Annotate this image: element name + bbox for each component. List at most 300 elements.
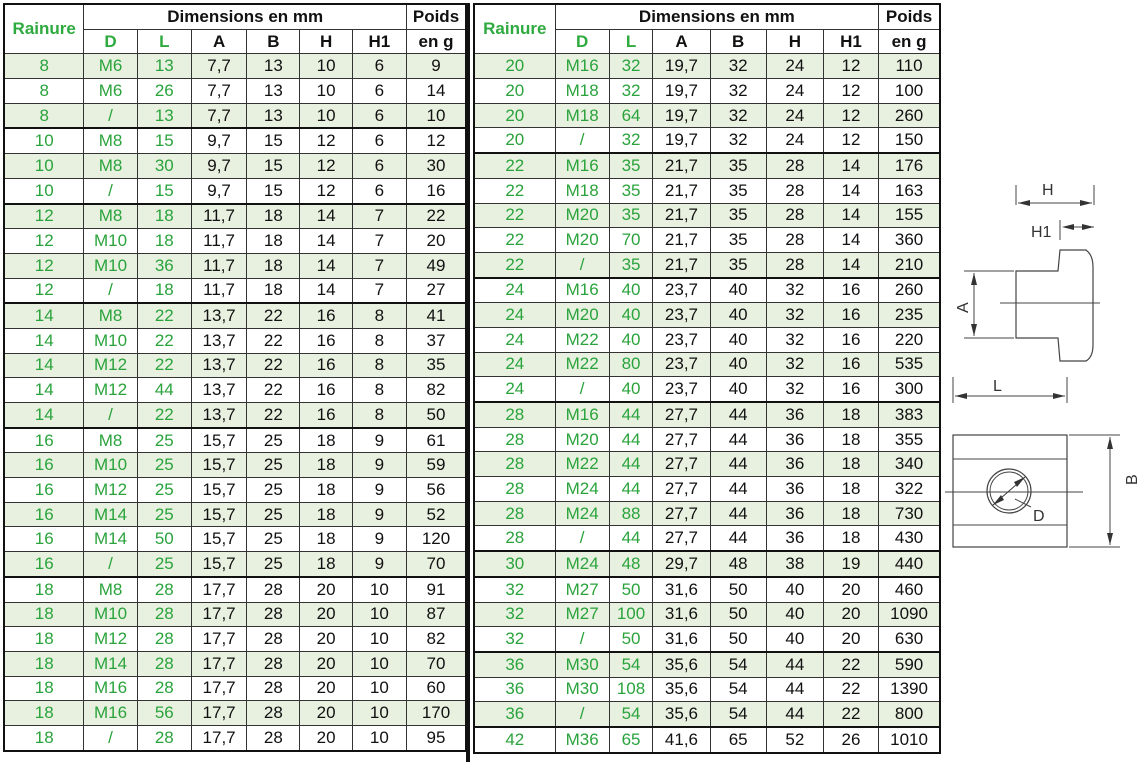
col-h-header: H <box>300 29 352 54</box>
table-row <box>474 278 940 303</box>
table-row <box>474 228 940 253</box>
h1-cell: 10 <box>352 602 406 627</box>
table-row <box>4 253 466 278</box>
l-cell: 28 <box>137 577 191 602</box>
table-row <box>474 128 940 153</box>
l-cell: 50 <box>609 577 653 602</box>
h1-cell: 16 <box>823 303 878 328</box>
d-cell: / <box>84 278 137 303</box>
b-cell: 40 <box>710 377 766 402</box>
poids-cell: 22 <box>407 204 466 229</box>
arrow <box>1053 393 1065 399</box>
label-d: D <box>1033 508 1045 525</box>
a-cell: 9,7 <box>191 178 246 203</box>
a-cell: 17,7 <box>191 701 246 726</box>
poids-cell: 170 <box>407 701 466 726</box>
d-cell: M36 <box>555 727 609 753</box>
poids-cell: 27 <box>407 278 466 303</box>
rainure-cell: 10 <box>4 128 84 153</box>
table-row <box>474 727 940 753</box>
h1-cell: 18 <box>823 452 878 477</box>
l-cell: 13 <box>137 103 191 128</box>
l-cell: 65 <box>609 727 653 753</box>
poids-cell: 1390 <box>879 677 940 702</box>
poids-cell: 14 <box>407 79 466 104</box>
b-cell: 28 <box>247 676 300 701</box>
l-cell: 36 <box>137 253 191 278</box>
a-cell: 11,7 <box>191 204 246 229</box>
b-cell: 54 <box>710 652 766 677</box>
b-cell: 13 <box>247 54 300 79</box>
poids-cell: 440 <box>879 551 940 577</box>
arrow <box>1107 533 1113 545</box>
b-cell: 18 <box>247 204 300 229</box>
table-row <box>4 128 466 153</box>
arrow <box>1018 200 1030 206</box>
h-cell: 40 <box>766 577 823 602</box>
poids-cell: 82 <box>407 627 466 652</box>
col-l-header: L <box>609 29 653 54</box>
table-row <box>4 527 466 552</box>
b-cell: 22 <box>247 303 300 328</box>
rainure-cell: 28 <box>474 477 555 502</box>
b-cell: 28 <box>247 602 300 627</box>
table-row <box>474 153 940 178</box>
d-cell: M16 <box>555 153 609 178</box>
l-cell: 18 <box>137 229 191 254</box>
h1-cell: 9 <box>352 502 406 527</box>
rainure-cell: 8 <box>4 79 84 104</box>
h-cell: 16 <box>300 303 352 328</box>
a-cell: 19,7 <box>653 54 710 79</box>
col-b-header: B <box>247 29 300 54</box>
d-cell: M8 <box>84 303 137 328</box>
poids-header: Poids <box>879 4 940 29</box>
h1-cell: 19 <box>823 551 878 577</box>
h1-cell: 8 <box>352 328 406 353</box>
h1-cell: 10 <box>352 627 406 652</box>
h-cell: 28 <box>766 178 823 203</box>
h1-cell: 8 <box>352 403 406 428</box>
col-b-header: B <box>710 29 766 54</box>
h1-cell: 9 <box>352 527 406 552</box>
h-cell: 36 <box>766 427 823 452</box>
l-cell: 28 <box>137 725 191 750</box>
l-cell: 32 <box>609 54 653 79</box>
rainure-cell: 14 <box>4 378 84 403</box>
poids-cell: 10 <box>407 103 466 128</box>
l-cell: 70 <box>609 228 653 253</box>
h-cell: 36 <box>766 402 823 427</box>
a-cell: 13,7 <box>191 328 246 353</box>
h-cell: 24 <box>766 128 823 153</box>
h-cell: 24 <box>766 79 823 104</box>
h-cell: 16 <box>300 328 352 353</box>
poids-cell: 110 <box>879 54 940 79</box>
poids-cell: 150 <box>879 128 940 153</box>
col-h1-header: H1 <box>352 29 406 54</box>
table-row <box>4 602 466 627</box>
b-cell: 18 <box>247 253 300 278</box>
rainure-cell: 32 <box>474 627 555 652</box>
a-cell: 9,7 <box>191 128 246 153</box>
h-cell: 16 <box>300 353 352 378</box>
poids-cell: 35 <box>407 353 466 378</box>
d-cell: M8 <box>84 154 137 179</box>
h-cell: 14 <box>300 253 352 278</box>
a-cell: 13,7 <box>191 378 246 403</box>
l-cell: 25 <box>137 428 191 453</box>
h1-cell: 8 <box>352 303 406 328</box>
l-cell: 28 <box>137 676 191 701</box>
poids-unit-header: en g <box>879 29 940 54</box>
d-cell: M10 <box>84 453 137 478</box>
a-cell: 15,7 <box>191 453 246 478</box>
h1-cell: 14 <box>823 228 878 253</box>
rainure-cell: 28 <box>474 427 555 452</box>
h1-cell: 10 <box>352 577 406 602</box>
table-row <box>4 303 466 328</box>
h1-cell: 14 <box>823 252 878 277</box>
d-cell: M20 <box>555 427 609 452</box>
h1-cell: 10 <box>352 725 406 750</box>
d-cell: M12 <box>84 627 137 652</box>
rainure-cell: 22 <box>474 153 555 178</box>
table-row <box>4 328 466 353</box>
rainure-cell: 20 <box>474 54 555 79</box>
poids-cell: 155 <box>879 203 940 228</box>
rainure-cell: 12 <box>4 229 84 254</box>
h-cell: 52 <box>766 727 823 753</box>
table-row <box>4 428 466 453</box>
d-cell: M8 <box>84 128 137 153</box>
l-cell: 56 <box>137 701 191 726</box>
d-cell: M24 <box>555 477 609 502</box>
poids-cell: 590 <box>879 652 940 677</box>
b-cell: 15 <box>247 128 300 153</box>
a-cell: 23,7 <box>653 278 710 303</box>
table-separator <box>466 3 470 762</box>
d-cell: / <box>555 702 609 727</box>
l-cell: 44 <box>137 378 191 403</box>
col-d-header: D <box>555 29 609 54</box>
d-cell: M16 <box>84 701 137 726</box>
b-cell: 15 <box>247 154 300 179</box>
h1-cell: 10 <box>352 701 406 726</box>
l-cell: 22 <box>137 403 191 428</box>
b-cell: 32 <box>710 103 766 128</box>
arrow <box>971 324 977 336</box>
b-cell: 28 <box>247 725 300 750</box>
poids-cell: 56 <box>407 478 466 503</box>
b-cell: 28 <box>247 577 300 602</box>
d-cell: M6 <box>84 79 137 104</box>
b-cell: 15 <box>247 178 300 203</box>
l-cell: 44 <box>609 402 653 427</box>
b-cell: 32 <box>710 54 766 79</box>
arrow <box>1062 224 1074 230</box>
l-cell: 30 <box>137 154 191 179</box>
rainure-cell: 24 <box>474 377 555 402</box>
b-cell: 48 <box>710 551 766 577</box>
h1-cell: 16 <box>823 352 878 377</box>
col-l-header: L <box>137 29 191 54</box>
rainure-header: Rainure <box>474 4 555 54</box>
h1-cell: 12 <box>823 54 878 79</box>
a-cell: 11,7 <box>191 278 246 303</box>
table-row <box>4 229 466 254</box>
rainure-cell: 16 <box>4 552 84 577</box>
a-cell: 11,7 <box>191 253 246 278</box>
h1-cell: 6 <box>352 178 406 203</box>
b-cell: 22 <box>247 403 300 428</box>
h1-cell: 16 <box>823 278 878 303</box>
h1-cell: 22 <box>823 652 878 677</box>
l-cell: 26 <box>137 79 191 104</box>
poids-cell: 91 <box>407 577 466 602</box>
d-cell: / <box>555 377 609 402</box>
rainure-cell: 14 <box>4 403 84 428</box>
rainure-cell: 24 <box>474 303 555 328</box>
poids-cell: 9 <box>407 54 466 79</box>
h-cell: 44 <box>766 677 823 702</box>
rainure-cell: 14 <box>4 303 84 328</box>
b-cell: 35 <box>710 203 766 228</box>
b-cell: 18 <box>247 278 300 303</box>
a-cell: 27,7 <box>653 402 710 427</box>
rainure-header: Rainure <box>4 4 84 54</box>
l-cell: 25 <box>137 453 191 478</box>
h1-cell: 10 <box>352 651 406 676</box>
h1-cell: 12 <box>823 103 878 128</box>
poids-cell: 260 <box>879 103 940 128</box>
h-cell: 20 <box>300 577 352 602</box>
rainure-cell: 22 <box>474 178 555 203</box>
b-cell: 44 <box>710 526 766 551</box>
b-cell: 44 <box>710 402 766 427</box>
d-cell: M10 <box>84 229 137 254</box>
d-cell: M30 <box>555 652 609 677</box>
b-cell: 35 <box>710 252 766 277</box>
h-cell: 10 <box>300 103 352 128</box>
l-cell: 22 <box>137 353 191 378</box>
poids-cell: 37 <box>407 328 466 353</box>
a-cell: 17,7 <box>191 577 246 602</box>
rainure-cell: 10 <box>4 154 84 179</box>
arrow <box>1080 200 1092 206</box>
rainure-cell: 8 <box>4 54 84 79</box>
d-cell: / <box>555 252 609 277</box>
top-view-diagram <box>945 375 1140 555</box>
a-cell: 21,7 <box>653 228 710 253</box>
h-cell: 20 <box>300 602 352 627</box>
b-cell: 35 <box>710 228 766 253</box>
h1-cell: 9 <box>352 428 406 453</box>
h1-cell: 12 <box>823 79 878 104</box>
a-cell: 15,7 <box>191 502 246 527</box>
table-row <box>4 204 466 229</box>
h-cell: 18 <box>300 428 352 453</box>
a-cell: 31,6 <box>653 577 710 602</box>
l-cell: 40 <box>609 327 653 352</box>
rainure-cell: 12 <box>4 253 84 278</box>
h-cell: 20 <box>300 725 352 750</box>
table-row <box>474 577 940 602</box>
a-cell: 27,7 <box>653 526 710 551</box>
d-cell: / <box>84 103 137 128</box>
rainure-cell: 16 <box>4 428 84 453</box>
d-cell: M8 <box>84 204 137 229</box>
l-cell: 35 <box>609 178 653 203</box>
d-cell: M12 <box>84 353 137 378</box>
l-cell: 50 <box>137 527 191 552</box>
poids-cell: 210 <box>879 252 940 277</box>
h1-cell: 7 <box>352 204 406 229</box>
b-cell: 28 <box>247 651 300 676</box>
h1-cell: 20 <box>823 627 878 652</box>
poids-cell: 52 <box>407 502 466 527</box>
table-row <box>474 652 940 677</box>
a-cell: 35,6 <box>653 702 710 727</box>
a-cell: 7,7 <box>191 79 246 104</box>
col-d-header: D <box>84 29 137 54</box>
a-cell: 17,7 <box>191 651 246 676</box>
arrow <box>1107 437 1113 449</box>
d-cell: M16 <box>555 278 609 303</box>
table-row <box>4 478 466 503</box>
d-cell: M24 <box>555 501 609 526</box>
label-h1: H1 <box>1031 224 1052 241</box>
rainure-cell: 30 <box>474 551 555 577</box>
h1-cell: 9 <box>352 453 406 478</box>
poids-cell: 70 <box>407 552 466 577</box>
b-cell: 35 <box>710 178 766 203</box>
h-cell: 18 <box>300 478 352 503</box>
d-cell: M22 <box>555 452 609 477</box>
table-row <box>474 477 940 502</box>
poids-cell: 100 <box>879 79 940 104</box>
a-cell: 27,7 <box>653 477 710 502</box>
l-cell: 32 <box>609 128 653 153</box>
side-view-diagram <box>955 175 1100 365</box>
h-cell: 14 <box>300 229 352 254</box>
tnut-profile <box>1016 250 1093 361</box>
l-cell: 15 <box>137 178 191 203</box>
l-cell: 35 <box>609 252 653 277</box>
l-cell: 15 <box>137 128 191 153</box>
b-cell: 50 <box>710 577 766 602</box>
rainure-cell: 32 <box>474 602 555 627</box>
b-cell: 44 <box>710 452 766 477</box>
b-cell: 22 <box>247 328 300 353</box>
a-cell: 35,6 <box>653 677 710 702</box>
a-cell: 19,7 <box>653 128 710 153</box>
col-a-header: A <box>653 29 710 54</box>
h-cell: 18 <box>300 527 352 552</box>
d-cell: M12 <box>84 378 137 403</box>
table-row <box>474 79 940 104</box>
poids-cell: 340 <box>879 452 940 477</box>
table-row <box>474 501 940 526</box>
table-row <box>4 577 466 602</box>
label-l: L <box>993 378 1002 395</box>
a-cell: 15,7 <box>191 552 246 577</box>
table-row <box>474 377 940 402</box>
h-cell: 32 <box>766 352 823 377</box>
d-cell: / <box>84 552 137 577</box>
d-cell: M20 <box>555 228 609 253</box>
h-cell: 32 <box>766 278 823 303</box>
poids-cell: 383 <box>879 402 940 427</box>
b-cell: 18 <box>247 229 300 254</box>
rainure-cell: 24 <box>474 327 555 352</box>
rainure-cell: 22 <box>474 228 555 253</box>
h-cell: 18 <box>300 453 352 478</box>
h1-cell: 18 <box>823 501 878 526</box>
h1-cell: 6 <box>352 79 406 104</box>
rainure-cell: 18 <box>4 725 84 750</box>
a-cell: 19,7 <box>653 79 710 104</box>
d-cell: / <box>555 128 609 153</box>
rainure-cell: 28 <box>474 452 555 477</box>
table-row <box>4 627 466 652</box>
l-cell: 44 <box>609 427 653 452</box>
b-cell: 40 <box>710 278 766 303</box>
d-cell: M22 <box>555 352 609 377</box>
table-row <box>474 327 940 352</box>
d-cell: M20 <box>555 203 609 228</box>
h1-cell: 8 <box>352 353 406 378</box>
b-cell: 25 <box>247 552 300 577</box>
h1-cell: 18 <box>823 427 878 452</box>
h1-cell: 22 <box>823 677 878 702</box>
a-cell: 15,7 <box>191 478 246 503</box>
h1-cell: 16 <box>823 377 878 402</box>
a-cell: 15,7 <box>191 428 246 453</box>
l-cell: 54 <box>609 652 653 677</box>
table-row <box>474 178 940 203</box>
h-cell: 36 <box>766 501 823 526</box>
h-cell: 10 <box>300 79 352 104</box>
h1-cell: 8 <box>352 378 406 403</box>
d-cell: M14 <box>84 651 137 676</box>
b-cell: 44 <box>710 427 766 452</box>
a-cell: 17,7 <box>191 676 246 701</box>
rainure-cell: 42 <box>474 727 555 753</box>
l-cell: 108 <box>609 677 653 702</box>
b-cell: 35 <box>710 153 766 178</box>
b-cell: 25 <box>247 453 300 478</box>
h-cell: 32 <box>766 303 823 328</box>
h-cell: 28 <box>766 252 823 277</box>
b-cell: 13 <box>247 103 300 128</box>
b-cell: 28 <box>247 701 300 726</box>
l-cell: 18 <box>137 204 191 229</box>
poids-cell: 30 <box>407 154 466 179</box>
l-cell: 54 <box>609 702 653 727</box>
table-row <box>474 627 940 652</box>
table-row <box>474 402 940 427</box>
a-cell: 21,7 <box>653 252 710 277</box>
l-cell: 25 <box>137 478 191 503</box>
d-cell: M18 <box>555 79 609 104</box>
l-cell: 48 <box>609 551 653 577</box>
d-cell: M27 <box>555 577 609 602</box>
rainure-cell: 36 <box>474 652 555 677</box>
l-cell: 44 <box>609 477 653 502</box>
h-cell: 14 <box>300 278 352 303</box>
d-cell: M27 <box>555 602 609 627</box>
